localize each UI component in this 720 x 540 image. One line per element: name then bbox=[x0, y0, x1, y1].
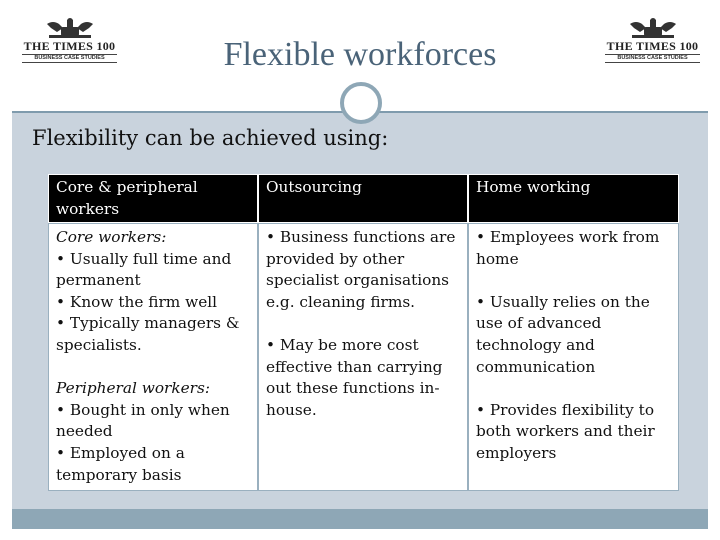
header-outsourcing: Outsourcing bbox=[258, 174, 468, 223]
divider-circle-icon bbox=[340, 82, 382, 124]
times-100-logo-right bbox=[605, 18, 700, 63]
list-item: • Bought in only when needed bbox=[56, 400, 230, 441]
cell-home-working bbox=[468, 223, 679, 491]
crest-icon bbox=[43, 18, 97, 40]
list-item: • Usually relies on the use of advanced technology and communication bbox=[476, 292, 650, 376]
list-item: • Usually full time and permanent bbox=[56, 249, 232, 290]
list-item: • Employed on a temporary basis bbox=[56, 443, 185, 484]
header-home-working: Home working bbox=[468, 174, 679, 223]
comparison-table bbox=[48, 174, 679, 491]
cell-outsourcing bbox=[258, 223, 468, 491]
logo-title: THE TIMES 100 bbox=[606, 39, 699, 53]
list-item: • Typically managers & specialists. bbox=[56, 314, 240, 354]
times-100-logo-left bbox=[22, 18, 117, 63]
list-item: • Provides flexibility to both workers and their employers bbox=[476, 400, 655, 462]
footer-bar bbox=[12, 509, 708, 529]
cell-core-peripheral bbox=[48, 223, 258, 491]
logo-subtitle: BUSINESS CASE STUDIES bbox=[22, 54, 117, 63]
slide-title: Flexible workforces bbox=[223, 36, 497, 73]
list-item: • Know the firm well bbox=[56, 292, 218, 311]
list-item: • Employees work from home bbox=[476, 228, 660, 268]
list-item: • May be more cost effective than carrying out these functions in-house. bbox=[266, 335, 443, 419]
list-item: • Business functions are provided by other specialist organisations e.g. cleaning firms. bbox=[266, 228, 456, 311]
logo-subtitle: BUSINESS CASE STUDIES bbox=[605, 54, 700, 63]
header-core-peripheral: Core & peripheral workers bbox=[48, 174, 258, 223]
crest-icon bbox=[626, 18, 680, 40]
core-workers-heading: Core workers: bbox=[56, 228, 167, 246]
slide-subtitle: Flexibility can be achieved using: bbox=[32, 126, 389, 150]
logo-title: THE TIMES 100 bbox=[23, 39, 116, 53]
peripheral-workers-heading: Peripheral workers: bbox=[56, 379, 210, 398]
